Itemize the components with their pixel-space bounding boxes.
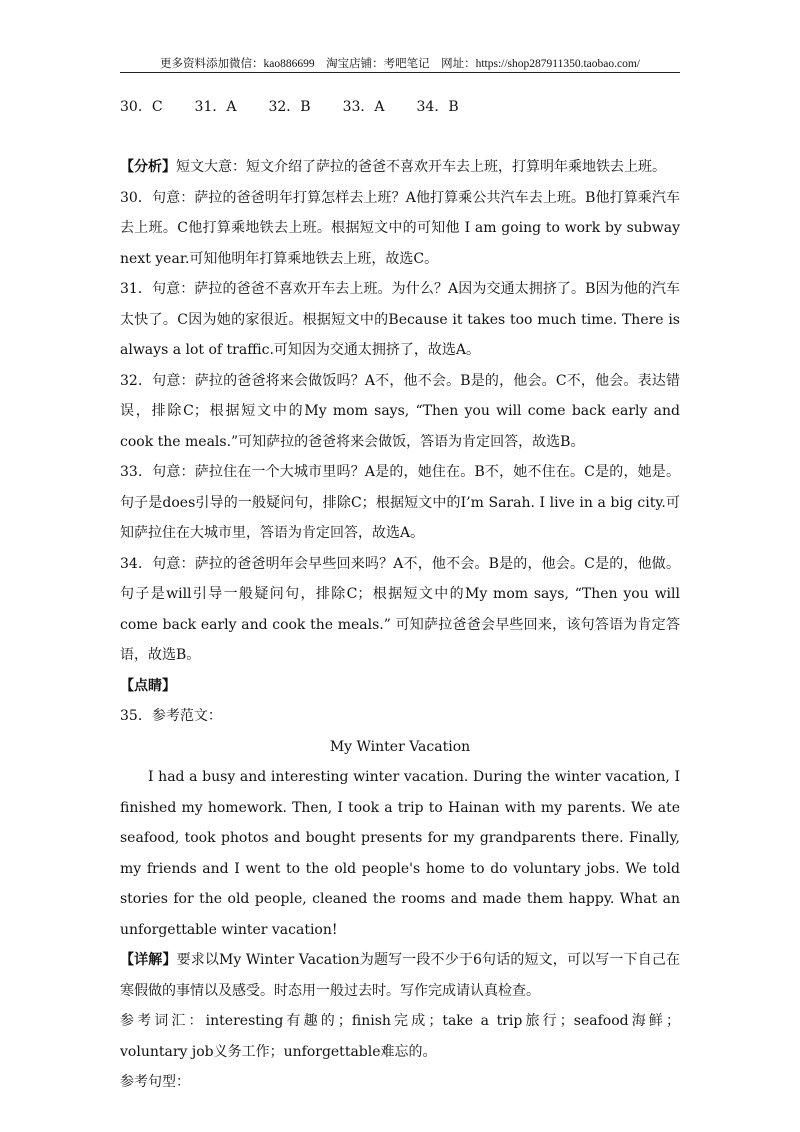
analysis-paragraph — [120, 152, 680, 183]
explanation-31: 31．句意：萨拉的爸爸不喜欢开车去上班。为什么？A因为交通太拥挤了。B因为他的汽车太快了。C因为她的家很近。根据短文中的Because it takes too much time. There is always a lot of traffic.可知因为交通太拥挤了，故选A。 — [120, 281, 680, 358]
spacer — [120, 122, 680, 152]
answer-31: 31．A — [194, 99, 237, 115]
vocabulary-list: 参考词汇：interesting有趣的；finish完成；take a trip旅行；seafood海鲜；voluntary job义务工作；unforgettable难忘的。 — [120, 1013, 680, 1060]
analysis-tag: 【分析】 — [120, 159, 176, 175]
answer-key — [120, 92, 680, 122]
essay-title: My Winter Vacation — [329, 738, 471, 755]
explanation-32: 32．句意：萨拉的爸爸将来会做饭吗？A不，他不会。B是的，他会。C不，他会。表达错误，排除C；根据短文中的My mom says, “Then you will come back early and cook the meals.”可知萨拉的爸爸将来会做饭，答语为肯定回答，故选B。 — [120, 372, 680, 450]
question-35-label: 35．参考范文： — [120, 708, 222, 724]
analysis-text: 短文大意：短文介绍了萨拉的爸爸不喜欢开车去上班，打算明年乘地铁去上班。 — [176, 159, 666, 175]
detail-paragraph — [120, 945, 680, 1006]
answer-34: 34．B — [416, 99, 459, 115]
comment-tag: 【点睛】 — [120, 677, 176, 694]
page-header: 更多资料添加微信：kao886699 淘宝店铺：考吧笔记 网址：https://shop287911350.taobao.com/ — [160, 58, 640, 70]
document-body — [120, 92, 680, 1098]
answer-30: 30．C — [120, 99, 163, 115]
detail-text: 要求以My Winter Vacation为题写一段不少于6句话的短文，可以写一下自己在寒假做的事情以及感受。时态用一般过去时。写作完成请认真检查。 — [120, 952, 681, 999]
explanation-30: 30．句意：萨拉的爸爸明年打算怎样去上班？A他打算乘公共汽车去上班。B他打算乘汽车去上班。C他打算乘地铁去上班。根据短文中的可知他 I am going to work by subway next year.可知他明年打算乘地铁去上班，故选C。 — [120, 189, 680, 267]
answer-32: 32．B — [268, 99, 311, 115]
explanation-34: 34．句意：萨拉的爸爸明年会早些回来吗？A不，他不会。B是的，他会。C是的，他做。句子是will引导一般疑问句，排除C；根据短文中的My mom says, “Then you will come back early and cook the meals.” 可知萨拉爸爸会早些回来，该句答语为肯定答语，故选B。 — [120, 555, 680, 663]
sentence-patterns-label: 参考句型： — [120, 1074, 190, 1090]
detail-tag: 【详解】 — [120, 952, 177, 968]
essay-body: I had a busy and interesting winter vacation. During the winter vacation, I finished my homework. Then, I took a trip to Hainan with my parents. We ate seafood, took photos and bought presents for my grandparents there. Finally, my friends and I went to the old people's home to do voluntary jobs. We told stories for the old people, cleaned the rooms and made them happy. What an unforgettable winter vacation! — [120, 769, 680, 938]
header-divider — [120, 72, 680, 73]
answer-33: 33．A — [342, 99, 385, 115]
explanation-33: 33．句意：萨拉住在一个大城市里吗？A是的，她住在。B不，她不住在。C是的，她是。句子是does引导的一般疑问句，排除C；根据短文中的I’m Sarah. I live in a big city.可知萨拉住在大城市里，答语为肯定回答，故选A。 — [120, 464, 680, 541]
